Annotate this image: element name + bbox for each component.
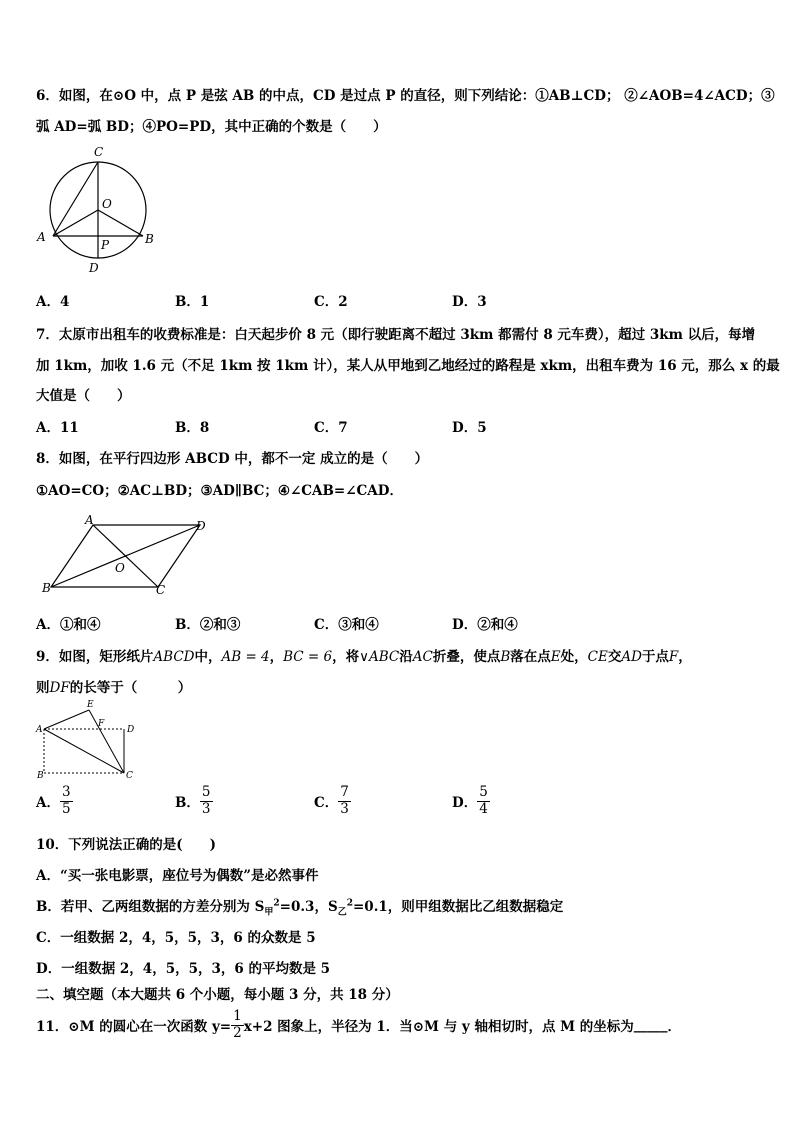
q10-b-part2: =0.3，S: [279, 899, 338, 915]
q9-option-a[interactable]: [36, 786, 73, 816]
q8-label-o: O: [115, 561, 125, 575]
q6-label-c: C: [94, 145, 104, 159]
denominator: 5: [61, 800, 71, 817]
q9-option-b-letter: B．: [175, 795, 200, 811]
denominator: 4: [479, 800, 488, 817]
q7-option-b[interactable]: B．8: [175, 420, 210, 436]
q11-part1: 11．⊙M 的圆心在一次函数 y=: [36, 1019, 232, 1035]
q9-label-c: C: [126, 771, 133, 781]
q9-text-5: 折叠，使点: [432, 649, 501, 665]
q10-option-d[interactable]: D．一组数据 2，4，5，5，3，6 的平均数是 5: [36, 961, 331, 977]
q10-b-sub1: 甲: [264, 907, 274, 918]
q9-text-11: 的长等于（ ）: [69, 680, 192, 696]
q6-label-o: O: [102, 197, 112, 211]
q10-b-sup2: 2: [346, 898, 353, 909]
q9-option-d-fraction: [477, 786, 490, 816]
q9-option-b[interactable]: [175, 786, 213, 816]
q9-abcd: ABCD: [153, 649, 195, 665]
q6-label-p: P: [101, 238, 110, 252]
q8-line2: ①AO=CO；②AC⊥BD；③AD∥BC；④∠CAB=∠CAD．: [36, 483, 403, 499]
q7-line3: 大值是（ ）: [36, 388, 131, 404]
q6-option-c[interactable]: C．2: [314, 294, 348, 310]
q9-text-8: 交: [607, 649, 622, 665]
q6-stem: 6．如图，在⊙O 中，点 P 是弦 AB 的中点，CD 是过点 P 的直径，则下列结论：: [36, 88, 536, 104]
q9-bc: BC = 6: [283, 649, 333, 665]
q6-line2: 弧 AD=弧 BD；④PO=PD，其中正确的个数是（ ）: [36, 119, 387, 135]
q9-rectangle-figure: [34, 698, 144, 782]
q9-option-a-fraction: [60, 786, 73, 816]
q11-end: ．: [667, 1019, 682, 1035]
q6-circle-figure: [34, 142, 164, 277]
q9-text-1: 9．如图，矩形纸片: [36, 649, 154, 665]
q9-ac: AC: [412, 649, 433, 665]
q9-line1: 9．如图，矩形纸片ABCD中，AB = 4，BC = 6，将∨ABC沿AC折叠，使点B落在点E处，CE交AD于点F，: [36, 649, 692, 665]
q9-e: E: [550, 649, 561, 665]
q10-b-sup1: 2: [273, 898, 280, 909]
q8-parallelogram-figure: [38, 512, 218, 598]
denominator: 2: [233, 1024, 242, 1041]
denominator: 3: [340, 800, 349, 817]
q9-text-10: 则: [36, 680, 50, 696]
q9-f: F: [668, 649, 679, 665]
q6-label-d: D: [89, 261, 99, 275]
q9-label-b: B: [37, 771, 44, 781]
q9-option-c[interactable]: [314, 786, 351, 816]
numerator: 1: [233, 1008, 242, 1024]
q7-line1: 7．太原市出租车的收费标准是：白天起步价 8 元（即行驶距离不超过 3km 都需付 8 元车费），超过 3km 以后，每增: [36, 327, 756, 343]
q7-option-d[interactable]: D．5: [452, 420, 487, 436]
q9-option-b-fraction: [200, 786, 213, 816]
q10-b-part1: B．若甲、乙两组数据的方差分别为 S: [36, 899, 265, 915]
q9-option-c-letter: C．: [314, 795, 339, 811]
q7-line2: 加 1km，加收 1.6 元（不足 1km 按 1km 计），某人从甲地到乙地经过的路程是 xkm，出租车费为 16 元，那么 x 的最: [36, 358, 780, 374]
q6-option-a[interactable]: A．4: [36, 294, 70, 310]
q9-text-2: 中，: [194, 649, 222, 665]
denominator: 3: [201, 800, 211, 817]
q6-label-a: A: [37, 230, 46, 244]
q9-triangle: ∨ABC: [359, 649, 400, 665]
q8-label-a: A: [85, 513, 94, 527]
numerator: 3: [61, 784, 71, 800]
q9-option-d-letter: D．: [452, 795, 478, 811]
numerator: 5: [479, 784, 488, 800]
q6-option-b[interactable]: B．1: [175, 294, 210, 310]
q9-label-f: F: [98, 719, 105, 729]
numerator: 5: [201, 784, 211, 800]
q8-label-c: C: [156, 583, 166, 597]
q7-option-a[interactable]: A．11: [36, 420, 79, 436]
q10-b-sub2: 乙: [337, 907, 347, 918]
q6-label-b: B: [145, 232, 154, 246]
q11-line: [36, 1010, 681, 1040]
q9-ab: AB = 4: [221, 649, 270, 665]
q9-label-e: E: [87, 700, 94, 710]
q8-option-c[interactable]: C．③和④: [314, 617, 379, 633]
q11-fraction: [231, 1010, 244, 1040]
q8-option-a[interactable]: A．①和④: [36, 617, 101, 633]
q9-text-7: 处，: [560, 649, 588, 665]
q9-df: DF: [49, 680, 70, 696]
q7-option-c[interactable]: C．7: [314, 420, 348, 436]
q9-text-4: 沿: [399, 649, 413, 665]
q9-option-a-letter: A．: [36, 795, 60, 811]
q9-ce: CE: [587, 649, 608, 665]
q6-line1: [36, 84, 775, 104]
q6-claim2: ②∠AOB=4∠ACD；③: [624, 88, 775, 104]
q9-line2: [36, 676, 191, 696]
q11-answer-blank[interactable]: _____: [633, 1017, 668, 1033]
q8-option-d[interactable]: D．②和④: [452, 617, 518, 633]
q10-option-a[interactable]: A．“买一张电影票，座位号为偶数”是必然事件: [36, 868, 319, 884]
q8-label-d: D: [196, 519, 206, 533]
q8-line1: 8．如图，在平行四边形 ABCD 中，都不一定 成立的是（ ）: [36, 451, 429, 467]
q9-text-6: 落在点: [510, 649, 551, 665]
q9-ad: AD: [621, 649, 642, 665]
q9-option-d[interactable]: [452, 786, 490, 816]
q8-label-b: B: [42, 581, 51, 595]
q9-label-a: A: [36, 725, 43, 735]
q9-text-3: ，将: [332, 649, 360, 665]
q9-option-c-fraction: [338, 786, 351, 816]
q9-text-9: 于点: [641, 649, 669, 665]
q9-b: B: [500, 649, 511, 665]
q11-part2: x+2 图象上，半径为 1．当⊙M 与 y 轴相切时，点 M 的坐标为: [243, 1019, 634, 1035]
q8-option-b[interactable]: B．②和③: [175, 617, 241, 633]
q9-label-d: D: [127, 725, 135, 735]
numerator: 7: [340, 784, 349, 800]
q10-option-b[interactable]: [36, 895, 563, 918]
q10-stem: 10．下列说法正确的是( ): [36, 837, 217, 853]
q6-option-d[interactable]: D．3: [452, 294, 487, 310]
section-heading: 二、填空题（本大题共 6 个小题，每小题 3 分，共 18 分）: [36, 987, 399, 1003]
q10-option-c[interactable]: C．一组数据 2，4，5，5，3，6 的众数是 5: [36, 930, 316, 946]
q6-claim1: ①AB⊥CD；: [535, 88, 620, 104]
q10-b-part3: =0.1，则甲组数据比乙组数据稳定: [352, 899, 564, 915]
